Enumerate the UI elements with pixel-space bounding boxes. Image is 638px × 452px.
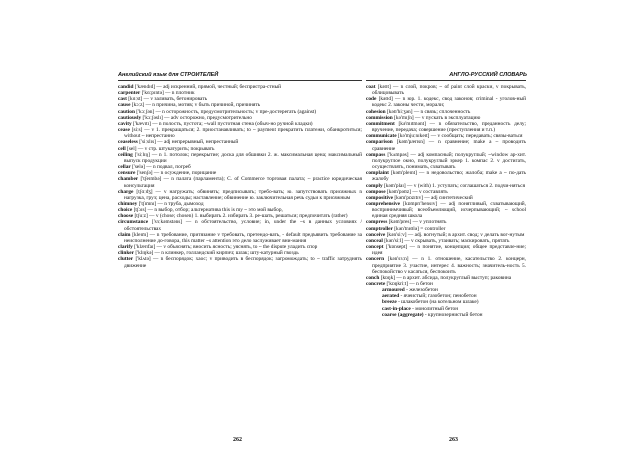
entry-definition: [kəm'plaɪ] — v (with) 1. уступать; соглашаться 2. подчи-няться (382, 182, 526, 189)
dictionary-entry (118, 152, 362, 164)
entry-definition: [kən'siːl] — v скрывать, утаивать; маскировать, прятать (382, 237, 510, 244)
dictionary-entry (118, 189, 362, 201)
entry-definition: [siːs] — v 1. прекращаться; 2. приостанавливать; to ~ payment прекратить платежи, обанкротиться; without ~ непрестанно (124, 127, 362, 140)
entry-headword: comptroller (366, 225, 393, 232)
entry-definition: ['senʃə] — n осуждение, порицание (135, 170, 217, 177)
entry-definition: [kə'mɪʃn] — v пускать в эксплуатацию (392, 114, 481, 121)
entry-definition: ['klʌtə] — n беспорядок; хаос; v приводить в беспорядок; загромождать; to ~ traffic затруднять движение (124, 256, 362, 269)
entry-definition: [kən'trəʊlə] = controller (392, 225, 446, 232)
entry-definition: ['kændɪd] — adj искренний, прямой, честный; беспристра-стный (133, 84, 282, 90)
entry-definition: [kəm'pærɪsn] — n сравнение; make a ~ проводить сравнение (372, 139, 526, 152)
right-dictionary-column (366, 84, 526, 318)
entry-headword: compress (366, 219, 388, 226)
entry-definition: ['klɪŋkə] — n клинкер, голландский кирпич; шлак; шту-катурный гвоздь (134, 250, 299, 257)
left-running-header: Английский язык для СТРОИТЕЛЕЙ (118, 72, 219, 78)
entry-headword: armoured (382, 287, 405, 294)
entry-headword: caution (118, 108, 135, 115)
entry-headword: claim (118, 231, 131, 238)
entry-definition: ['kɑːpɪntə] — n плотник (140, 90, 195, 97)
entry-definition: ['kɔːʃən] — n осторожность, предусмотрительность; v пре-достерегать (against) (134, 108, 317, 115)
entry-definition: [kəʊt] — n слой, покров; ~ of paint слой краски, v покрывать, облицовывать (372, 84, 526, 97)
entry-definition: ['siːslɪs] — adj непрерывный, непрестанный (137, 139, 239, 146)
entry-definition: [kəm'pəʊz] — v составлять (385, 188, 448, 195)
entry-definition: ['sɜːkəmstəns] — n обстоятельство, условие; in, under the ~s в данных условиях / обстоятельствах (124, 219, 362, 232)
entry-headword: comprehensive (366, 200, 401, 207)
entry-definition: [kɒŋk] — n архит. абсида, полукруглый выступ; раковина (379, 274, 512, 281)
entry-headword: comply (366, 182, 383, 189)
entry-definition: [tʃɑːdʒ] — v нагружать; обвинять; предписывать; требо-вать; ю. запутствовать присяжных n нагрузка, груз; цена, расходы; наставление; обвинение ю. заключительная речь судьи к присяжным (124, 188, 362, 201)
entry-definition: [kəm'pres] — v уплотнять (387, 219, 447, 226)
dictionary-entry (366, 256, 526, 274)
entry-definition: ['kɒnsept] — n понятие, концепция; общее представле-ние; идея (372, 244, 526, 257)
entry-definition: ['selə] — n подвал, погреб (130, 164, 191, 171)
entry-definition: ['kɒŋkriːt] — n бетон (385, 281, 433, 287)
entry-headword: commitment (366, 120, 395, 127)
dictionary-entry (366, 170, 526, 182)
entry-headword: chamber (118, 176, 139, 183)
dictionary-entry (118, 256, 362, 268)
entry-headword: cavity (118, 120, 132, 127)
entry-headword: cease (118, 127, 130, 134)
entry-headword: breeze (382, 299, 397, 306)
entry-headword: commission (366, 114, 393, 121)
entry-headword: coarse (aggregate) (382, 311, 424, 318)
dictionary-entry (118, 127, 362, 139)
entry-headword: cautiously (118, 114, 142, 121)
entry-headword: conceive (366, 231, 386, 238)
entry-headword: cellar (118, 164, 131, 171)
entry-headword: charge (118, 188, 134, 195)
entry-definition: [kə'mjuːnɪkeɪt] — v сообщать; передавать; связы-ваться (396, 133, 523, 140)
left-page-number: 262 (233, 437, 242, 443)
dictionary-entry (366, 244, 526, 256)
entry-definition: - монолитный бетон (410, 305, 459, 312)
entry-definition: ['tʃɪmnɪ] — n труба, дымоход (137, 200, 204, 207)
entry-headword: choice (118, 207, 133, 214)
dictionary-entry (366, 121, 526, 133)
entry-headword: censure (118, 170, 136, 177)
dictionary-entry (118, 232, 362, 244)
entry-definition: ['klærɪfaɪ] — v объяснять; вносить ясность; уяснять, to ~ the dispute уладить спор (132, 244, 318, 251)
left-header-rule (118, 80, 362, 81)
entry-headword: coat (366, 84, 376, 90)
dictionary-entry (118, 219, 362, 231)
entry-headword: conceal (366, 237, 383, 244)
entry-headword: cell (118, 145, 126, 152)
entry-headword: clutter (118, 256, 134, 263)
entry-headword: circumstance (118, 219, 149, 226)
left-dictionary-column (118, 84, 362, 269)
entry-definition: ['kɔːʃəslɪ] — adv осторожно, предусмотрительно (141, 114, 252, 121)
entry-headword: communicate (366, 133, 397, 140)
entry-headword: aerated (382, 293, 400, 300)
entry-headword: code (366, 96, 377, 103)
entry-headword: chimney (118, 200, 138, 207)
entry-definition: [tʃuːz] — v (chose; chosen) 1. выбирать 2. избирать 3. ре-шать, решаться; предпочитать (rather) (133, 213, 348, 220)
entry-headword: carpenter (118, 90, 141, 97)
entry-definition: [kɑːst] — v заливать, бетонировать (126, 96, 208, 103)
entry-headword: cast (118, 96, 127, 103)
entry-definition: [kən'siːv] — adj. вогнутый; в архит. свод; v делать вог-нутым (385, 231, 525, 238)
entry-definition: [kəm'pɒzɪtɪv] — adj синтетический (393, 194, 473, 201)
entry-headword: compass (366, 151, 386, 158)
dictionary-entry (366, 312, 526, 318)
entry-definition: [kən'sɜːn] — n 1. отношение, касательство 2. концерн, предприятие 3. участие, интерес 4. важность; значитель-ность 5. беспокойство v касаться, беспокоить (372, 256, 526, 275)
entry-definition: ['siːlɪŋ] — n 1. потолок; перекрытие; доска для обшивки 2. ж. максимальная цена; максимальный выпуск продукции (124, 151, 362, 164)
entry-definition: - железобетон (404, 287, 438, 294)
entry-headword: concept (366, 244, 384, 251)
entry-definition: [kəʊd] — n юр. 1. кодекс, свод законов; criminal - уголов-ный кодекс 2. законы чести, морали; (372, 96, 526, 109)
entry-definition: [tʃɔɪs] — n выбор, отбор; альтернатива this is my ~ это мой выбор, (132, 207, 283, 214)
dictionary-entry (366, 201, 526, 219)
entry-headword: cast-in-place (382, 305, 411, 312)
entry-headword: choose (118, 213, 134, 220)
entry-definition: ['tʃeɪmbə] — n палата (парламента); C. of Commerce торговая палата; ~ practice юридическая консультация (124, 176, 362, 189)
entry-definition: ['kʌmpəs] — adj компасный; полукруглый; ~window ар-хит. полукруглое окно, полукруглый эркер 1. компас 2. v достигать, осуществлять, понимать, схватывать (372, 151, 526, 171)
entry-definition: - шлакобетон (на котельном шлаке) (396, 299, 479, 306)
entry-headword: compose (366, 188, 386, 195)
entry-headword: clinker (118, 250, 135, 257)
entry-headword: complaint (366, 170, 389, 177)
entry-headword: compositive (366, 194, 394, 201)
entry-headword: ceaseless (118, 139, 138, 146)
right-page-number: 263 (449, 437, 458, 443)
entry-definition: [kəm'pleɪnt] — n недовольство; жалоба; make a ~ по-дать жалобу (372, 170, 526, 183)
entry-definition: [kɔːz] — n причина, мотив; v быть причиной, причинять (130, 102, 261, 109)
entry-definition: [sel] — v стр. штукатурить; покрывать (125, 145, 215, 152)
entry-headword: comparison (366, 139, 393, 146)
entry-definition: - ячеистый; газобетон; пенобетон (399, 293, 477, 300)
right-header-rule (366, 80, 526, 81)
entry-definition: ['kævɪtɪ] — n полость, пустота; ~wall пустотная стена (обыч-но ручной кладки) (131, 120, 313, 127)
right-running-header: АНГЛО-РУССКИЙ СЛОВАРЬ (449, 72, 527, 78)
entry-headword: ceiling (118, 151, 133, 158)
dictionary-entry (366, 96, 526, 108)
dictionary-entry (366, 84, 526, 96)
dictionary-entry (366, 139, 526, 151)
entry-headword: concrete (366, 281, 386, 287)
entry-headword: candid (118, 84, 134, 90)
entry-headword: conch (366, 274, 380, 281)
dictionary-entry (118, 176, 362, 188)
entry-headword: clarify (118, 244, 133, 251)
entry-headword: concern (366, 256, 385, 263)
entry-definition: [kɒmprɪ'hensɪv] — adj понятливый, схватывающий, воспринимчивый; всеобъемлющий, исчерпывающий; ~ school единая средняя школа (372, 200, 526, 220)
entry-headword: cohesion (366, 108, 386, 115)
entry-headword: cause (118, 102, 131, 109)
dictionary-entry (366, 152, 526, 170)
entry-definition: [kleɪm] — n требование, притязание v требовать, претендо-вать, - default предъявить требование за неисполнение до-говора, this matter ~s attention это дело заслуживает вни-мания (124, 231, 362, 244)
entry-definition: [kəʊ'hiːʒən] — n связь; сплоченность (385, 108, 471, 115)
entry-definition: [kə'mɪtmənt] — n обязательство, преданность делу; вручение, передача; совершение (преступления и т.п.) (372, 120, 526, 134)
entry-definition: - крупнозернистый бетон (423, 311, 483, 318)
